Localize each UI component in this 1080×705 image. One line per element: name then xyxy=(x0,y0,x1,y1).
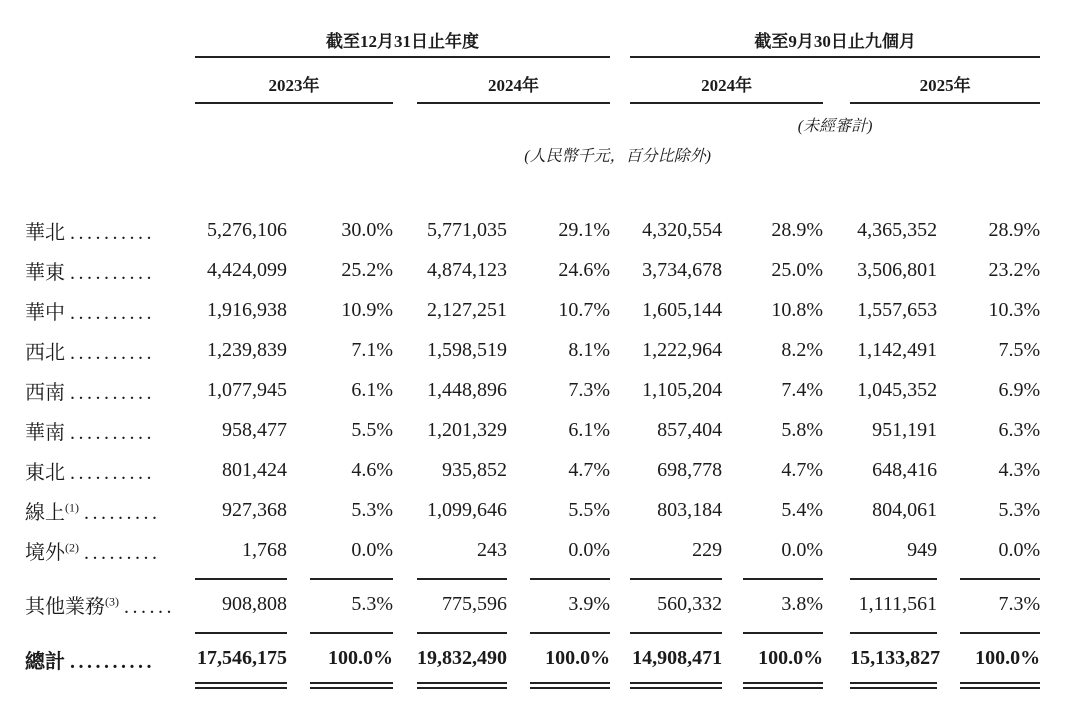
pct-cell: 28.9% xyxy=(988,218,1041,241)
table-row xyxy=(25,579,1040,633)
year-2024-header: 2024年 xyxy=(417,57,610,103)
value-cell: 243 xyxy=(417,530,507,579)
pct-cell: 3.9% xyxy=(530,579,610,633)
value-cell: 1,111,561 xyxy=(850,579,937,633)
table-row xyxy=(25,410,1040,450)
pct-cell: 7.1% xyxy=(351,338,393,361)
year-2024-9m-header: 2024年 xyxy=(630,57,823,103)
pct-cell: 5.4% xyxy=(781,498,824,521)
value-cell: 958,477 xyxy=(222,418,287,441)
pct-cell: 6.1% xyxy=(351,378,393,401)
value-cell: 15,133,827 xyxy=(850,633,937,686)
table-row xyxy=(25,330,1040,370)
pct-cell: 10.3% xyxy=(988,298,1041,321)
value-cell: 949 xyxy=(850,530,937,579)
value-cell: 4,365,352 xyxy=(857,218,938,241)
table-row xyxy=(25,633,1040,686)
year-header-row xyxy=(25,57,1040,103)
region-label: 境外 xyxy=(25,542,65,564)
value-cell: 1,598,519 xyxy=(427,338,507,361)
region-label: 華北 xyxy=(25,221,65,244)
unaudited-note: (未經審計) xyxy=(797,118,873,135)
value-cell: 1,201,329 xyxy=(427,418,507,441)
region-label: 華南 xyxy=(25,421,65,444)
value-cell: 1,768 xyxy=(195,530,287,579)
region-label: 東北 xyxy=(25,461,65,484)
pct-cell: 6.9% xyxy=(998,378,1041,401)
table-row xyxy=(25,370,1040,410)
region-label: 西南 xyxy=(25,381,65,404)
pct-cell: 0.0% xyxy=(960,530,1040,579)
pct-cell: 25.0% xyxy=(771,258,824,281)
pct-cell: 30.0% xyxy=(341,218,393,241)
pct-cell: 5.8% xyxy=(781,418,824,441)
value-cell: 3,506,801 xyxy=(857,258,938,281)
currency-unit-note: (人民幣千元，百分比除外) xyxy=(524,148,711,165)
pct-cell: 100.0% xyxy=(530,633,610,686)
year-2025-9m-header: 2025年 xyxy=(850,57,1040,103)
dot-leader: .......... xyxy=(70,650,155,673)
pct-cell: 100.0% xyxy=(310,633,393,686)
table-row xyxy=(25,530,1040,579)
table-row xyxy=(25,290,1040,330)
value-cell: 229 xyxy=(630,530,722,579)
region-label: 總計 xyxy=(25,650,65,673)
value-cell: 775,596 xyxy=(417,579,507,633)
period-header-row xyxy=(25,20,1040,57)
value-cell: 801,424 xyxy=(222,458,287,481)
pct-cell: 28.9% xyxy=(771,218,824,241)
pct-cell: 7.5% xyxy=(998,338,1041,361)
value-cell: 1,557,653 xyxy=(857,298,938,321)
region-label: 華中 xyxy=(25,301,65,324)
region-label: 西北 xyxy=(25,341,65,364)
value-cell: 17,546,175 xyxy=(195,633,287,686)
value-cell: 1,605,144 xyxy=(642,298,723,321)
year-2023-header: 2023年 xyxy=(195,57,393,103)
value-cell: 935,852 xyxy=(442,458,507,481)
pct-cell: 7.4% xyxy=(781,378,824,401)
dot-leader: .......... xyxy=(70,341,155,364)
table-row xyxy=(25,250,1040,290)
table-body xyxy=(25,210,1040,686)
value-cell: 2,127,251 xyxy=(427,298,507,321)
pct-cell: 5.3% xyxy=(310,579,393,633)
pct-cell: 10.9% xyxy=(341,298,393,321)
pct-cell: 10.7% xyxy=(558,298,611,321)
table-row xyxy=(25,450,1040,490)
value-cell: 1,142,491 xyxy=(857,338,938,361)
value-cell: 5,771,035 xyxy=(427,218,507,241)
pct-cell: 0.0% xyxy=(310,530,393,579)
pct-cell: 25.2% xyxy=(341,258,393,281)
value-cell: 3,734,678 xyxy=(642,258,723,281)
region-label: 其他業務 xyxy=(25,595,105,618)
value-cell: 803,184 xyxy=(657,498,723,521)
pct-cell: 4.3% xyxy=(998,458,1041,481)
value-cell: 804,061 xyxy=(872,498,938,521)
value-cell: 648,416 xyxy=(872,458,938,481)
value-cell: 951,191 xyxy=(872,418,938,441)
value-cell: 1,916,938 xyxy=(207,298,287,321)
value-cell: 4,320,554 xyxy=(642,218,723,241)
pct-cell: 4.6% xyxy=(351,458,393,481)
table-row xyxy=(25,210,1040,250)
value-cell: 1,105,204 xyxy=(642,378,723,401)
value-cell: 1,448,896 xyxy=(427,378,507,401)
pct-cell: 8.2% xyxy=(781,338,824,361)
dot-leader: .......... xyxy=(70,221,155,244)
pct-cell: 6.1% xyxy=(568,418,611,441)
pct-cell: 4.7% xyxy=(781,458,824,481)
pct-cell: 23.2% xyxy=(988,258,1041,281)
value-cell: 14,908,471 xyxy=(630,633,722,686)
value-cell: 857,404 xyxy=(657,418,723,441)
pct-cell: 3.8% xyxy=(743,579,823,633)
value-cell: 5,276,106 xyxy=(207,218,287,241)
dot-leader: .......... xyxy=(70,421,155,444)
pct-cell: 0.0% xyxy=(530,530,610,579)
pct-cell: 7.3% xyxy=(960,579,1040,633)
value-cell: 698,778 xyxy=(657,458,723,481)
pct-cell: 100.0% xyxy=(743,633,823,686)
dot-leader: .......... xyxy=(70,261,155,284)
dot-leader: ......... xyxy=(84,501,161,524)
nine-month-period-header: 截至9月30日止九個月 xyxy=(630,20,1040,57)
dot-leader: .......... xyxy=(70,461,155,484)
pct-cell: 5.3% xyxy=(998,498,1041,521)
unaudited-note-row xyxy=(25,103,1040,136)
unit-note-row xyxy=(25,136,1040,166)
pct-cell: 10.8% xyxy=(771,298,824,321)
footnote-marker: (3) xyxy=(105,593,119,608)
dot-leader: ...... xyxy=(124,595,175,618)
pct-cell: 4.7% xyxy=(568,458,611,481)
value-cell: 1,099,646 xyxy=(427,498,507,521)
region-label: 華東 xyxy=(25,261,65,284)
annual-period-header: 截至12月31日止年度 xyxy=(195,20,610,57)
dot-leader: .......... xyxy=(70,381,155,404)
value-cell: 19,832,490 xyxy=(417,633,507,686)
pct-cell: 6.3% xyxy=(998,418,1041,441)
value-cell: 560,332 xyxy=(630,579,722,633)
pct-cell: 5.5% xyxy=(568,498,611,521)
pct-cell: 5.5% xyxy=(351,418,393,441)
value-cell: 1,045,352 xyxy=(857,378,938,401)
pct-cell: 0.0% xyxy=(743,530,823,579)
value-cell: 4,424,099 xyxy=(207,258,287,281)
value-cell: 1,222,964 xyxy=(642,338,723,361)
pct-cell: 100.0% xyxy=(960,633,1040,686)
footnote-marker: (2) xyxy=(65,540,79,555)
revenue-by-region-table xyxy=(25,20,1040,689)
dot-leader: ......... xyxy=(84,542,161,564)
value-cell: 1,239,839 xyxy=(207,338,287,361)
pct-cell: 24.6% xyxy=(558,258,611,281)
region-label: 線上 xyxy=(25,501,65,524)
value-cell: 927,368 xyxy=(222,498,287,521)
value-cell: 1,077,945 xyxy=(207,378,287,401)
pct-cell: 5.3% xyxy=(351,498,393,521)
pct-cell: 7.3% xyxy=(568,378,611,401)
pct-cell: 29.1% xyxy=(558,218,611,241)
value-cell: 4,874,123 xyxy=(427,258,507,281)
header-body-spacer xyxy=(25,166,1040,210)
table-row xyxy=(25,490,1040,530)
dot-leader: .......... xyxy=(70,301,155,324)
pct-cell: 8.1% xyxy=(568,338,611,361)
footnote-marker: (1) xyxy=(65,499,79,514)
value-cell: 908,808 xyxy=(195,579,287,633)
